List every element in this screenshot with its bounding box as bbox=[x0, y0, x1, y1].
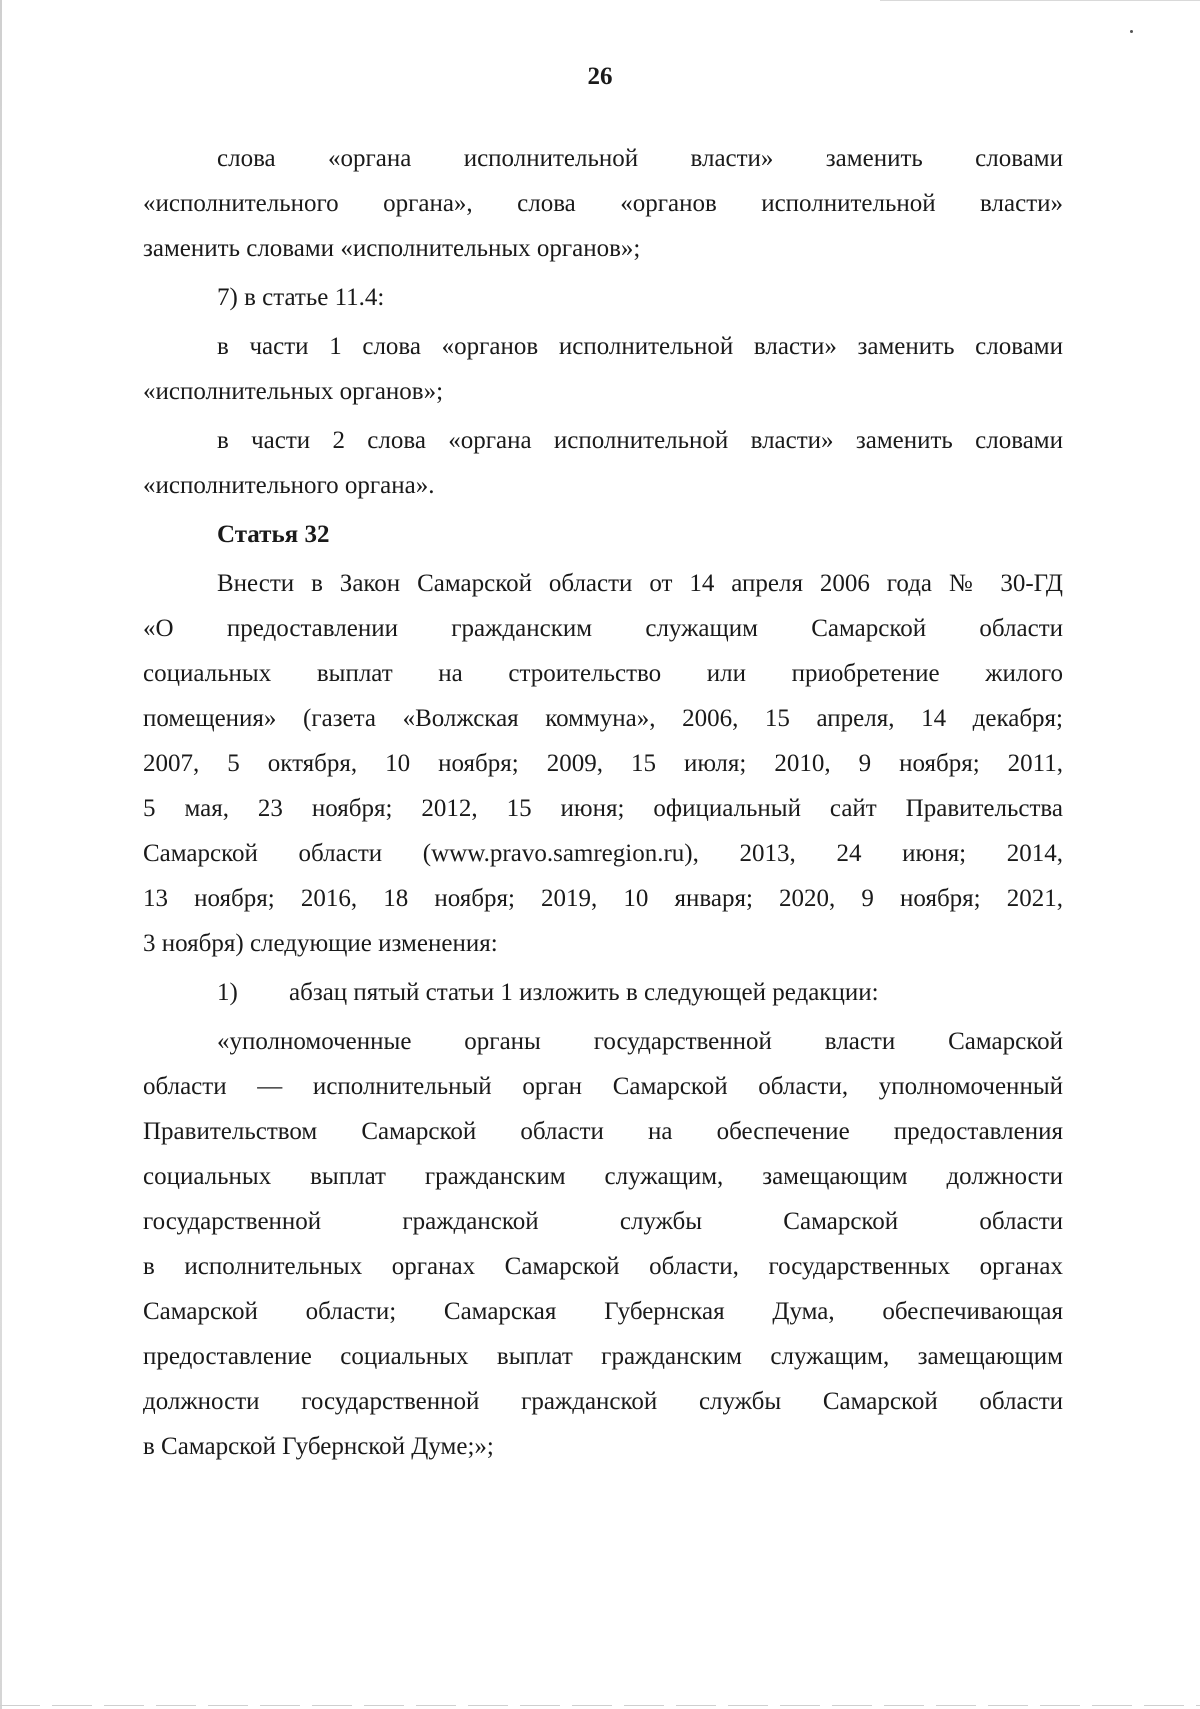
scan-edge-top bbox=[880, 0, 1200, 1]
paragraph-line: 2007, 5 октября, 10 ноября; 2009, 15 июля; 2010, 9 ноября; 2011, bbox=[143, 750, 1063, 777]
paragraph-line: Правительством Самарской области на обеспечение предоставления bbox=[143, 1118, 1063, 1145]
article-heading: Статья 32 bbox=[217, 521, 330, 548]
paragraph-line: «исполнительного органа», слова «органов исполнительной власти» bbox=[143, 190, 1063, 217]
paragraph-line bbox=[143, 970, 1063, 1015]
paragraph-line: в части 1 слова «органов исполнительной власти» заменить словами bbox=[217, 333, 1063, 360]
paragraph-line: 7) в статье 11.4: bbox=[217, 284, 385, 311]
paragraph-line: 5 мая, 23 ноября; 2012, 15 июня; официальный сайт Правительства bbox=[143, 795, 1063, 822]
paragraph-3 bbox=[143, 324, 1063, 414]
paragraph-line: «исполнительного органа». bbox=[143, 472, 435, 499]
paragraph-line: «уполномоченные органы государственной власти Самарской bbox=[217, 1028, 1063, 1055]
paragraph-line: 3 ноября) следующие изменения: bbox=[143, 930, 498, 957]
paragraph-4 bbox=[143, 418, 1063, 508]
paragraph-line: государственной гражданской службы Самарской области bbox=[143, 1208, 1063, 1235]
paragraph-line: предоставление социальных выплат гражданским служащим, замещающим bbox=[143, 1343, 1063, 1370]
list-item-text: абзац пятый статьи 1 изложить в следующей редакции: bbox=[289, 979, 879, 1006]
paragraph-line: слова «органа исполнительной власти» заменить словами bbox=[217, 145, 1063, 172]
scan-speck bbox=[1130, 30, 1133, 33]
paragraph-6 bbox=[143, 970, 1063, 1015]
paragraph-line: области — исполнительный орган Самарской области, уполномоченный bbox=[143, 1073, 1063, 1100]
paragraph-line: заменить словами «исполнительных органов»; bbox=[143, 235, 641, 262]
paragraph-line: 13 ноября; 2016, 18 ноября; 2019, 10 января; 2020, 9 ноября; 2021, bbox=[143, 885, 1063, 912]
paragraph-5 bbox=[143, 561, 1063, 966]
document-body bbox=[143, 136, 1063, 1473]
paragraph-7 bbox=[143, 1019, 1063, 1469]
paragraph-line: должности государственной гражданской службы Самарской области bbox=[143, 1388, 1063, 1415]
paragraph-line: Самарской области (www.pravo.samregion.ru), 2013, 24 июня; 2014, bbox=[143, 840, 1063, 867]
paragraph-line: «О предоставлении гражданским служащим Самарской области bbox=[143, 615, 1063, 642]
paragraph-line: «исполнительных органов»; bbox=[143, 378, 444, 405]
paragraph-1 bbox=[143, 136, 1063, 271]
paragraph-line: социальных выплат на строительство или приобретение жилого bbox=[143, 660, 1063, 687]
page-number: 26 bbox=[587, 63, 613, 90]
paragraph-line: в Самарской Губернской Думе;»; bbox=[143, 1433, 494, 1460]
paragraph-line: социальных выплат гражданским служащим, замещающим должности bbox=[143, 1163, 1063, 1190]
scan-edge-bottom bbox=[0, 1705, 1200, 1706]
paragraph-line: помещения» (газета «Волжская коммуна», 2006, 15 апреля, 14 декабря; bbox=[143, 705, 1063, 732]
paragraph-line: в части 2 слова «органа исполнительной власти» заменить словами bbox=[217, 427, 1063, 454]
paragraph-line: Самарской области; Самарская Губернская Дума, обеспечивающая bbox=[143, 1298, 1063, 1325]
scan-edge-left bbox=[0, 0, 2, 1709]
list-item-number: 1) bbox=[217, 979, 238, 1006]
article-heading-block bbox=[143, 512, 1063, 557]
paragraph-line: в исполнительных органах Самарской области, государственных органах bbox=[143, 1253, 1063, 1280]
paragraph-line: Внести в Закон Самарской области от 14 апреля 2006 года № 30-ГД bbox=[217, 570, 1063, 597]
paragraph-2 bbox=[143, 275, 1063, 320]
